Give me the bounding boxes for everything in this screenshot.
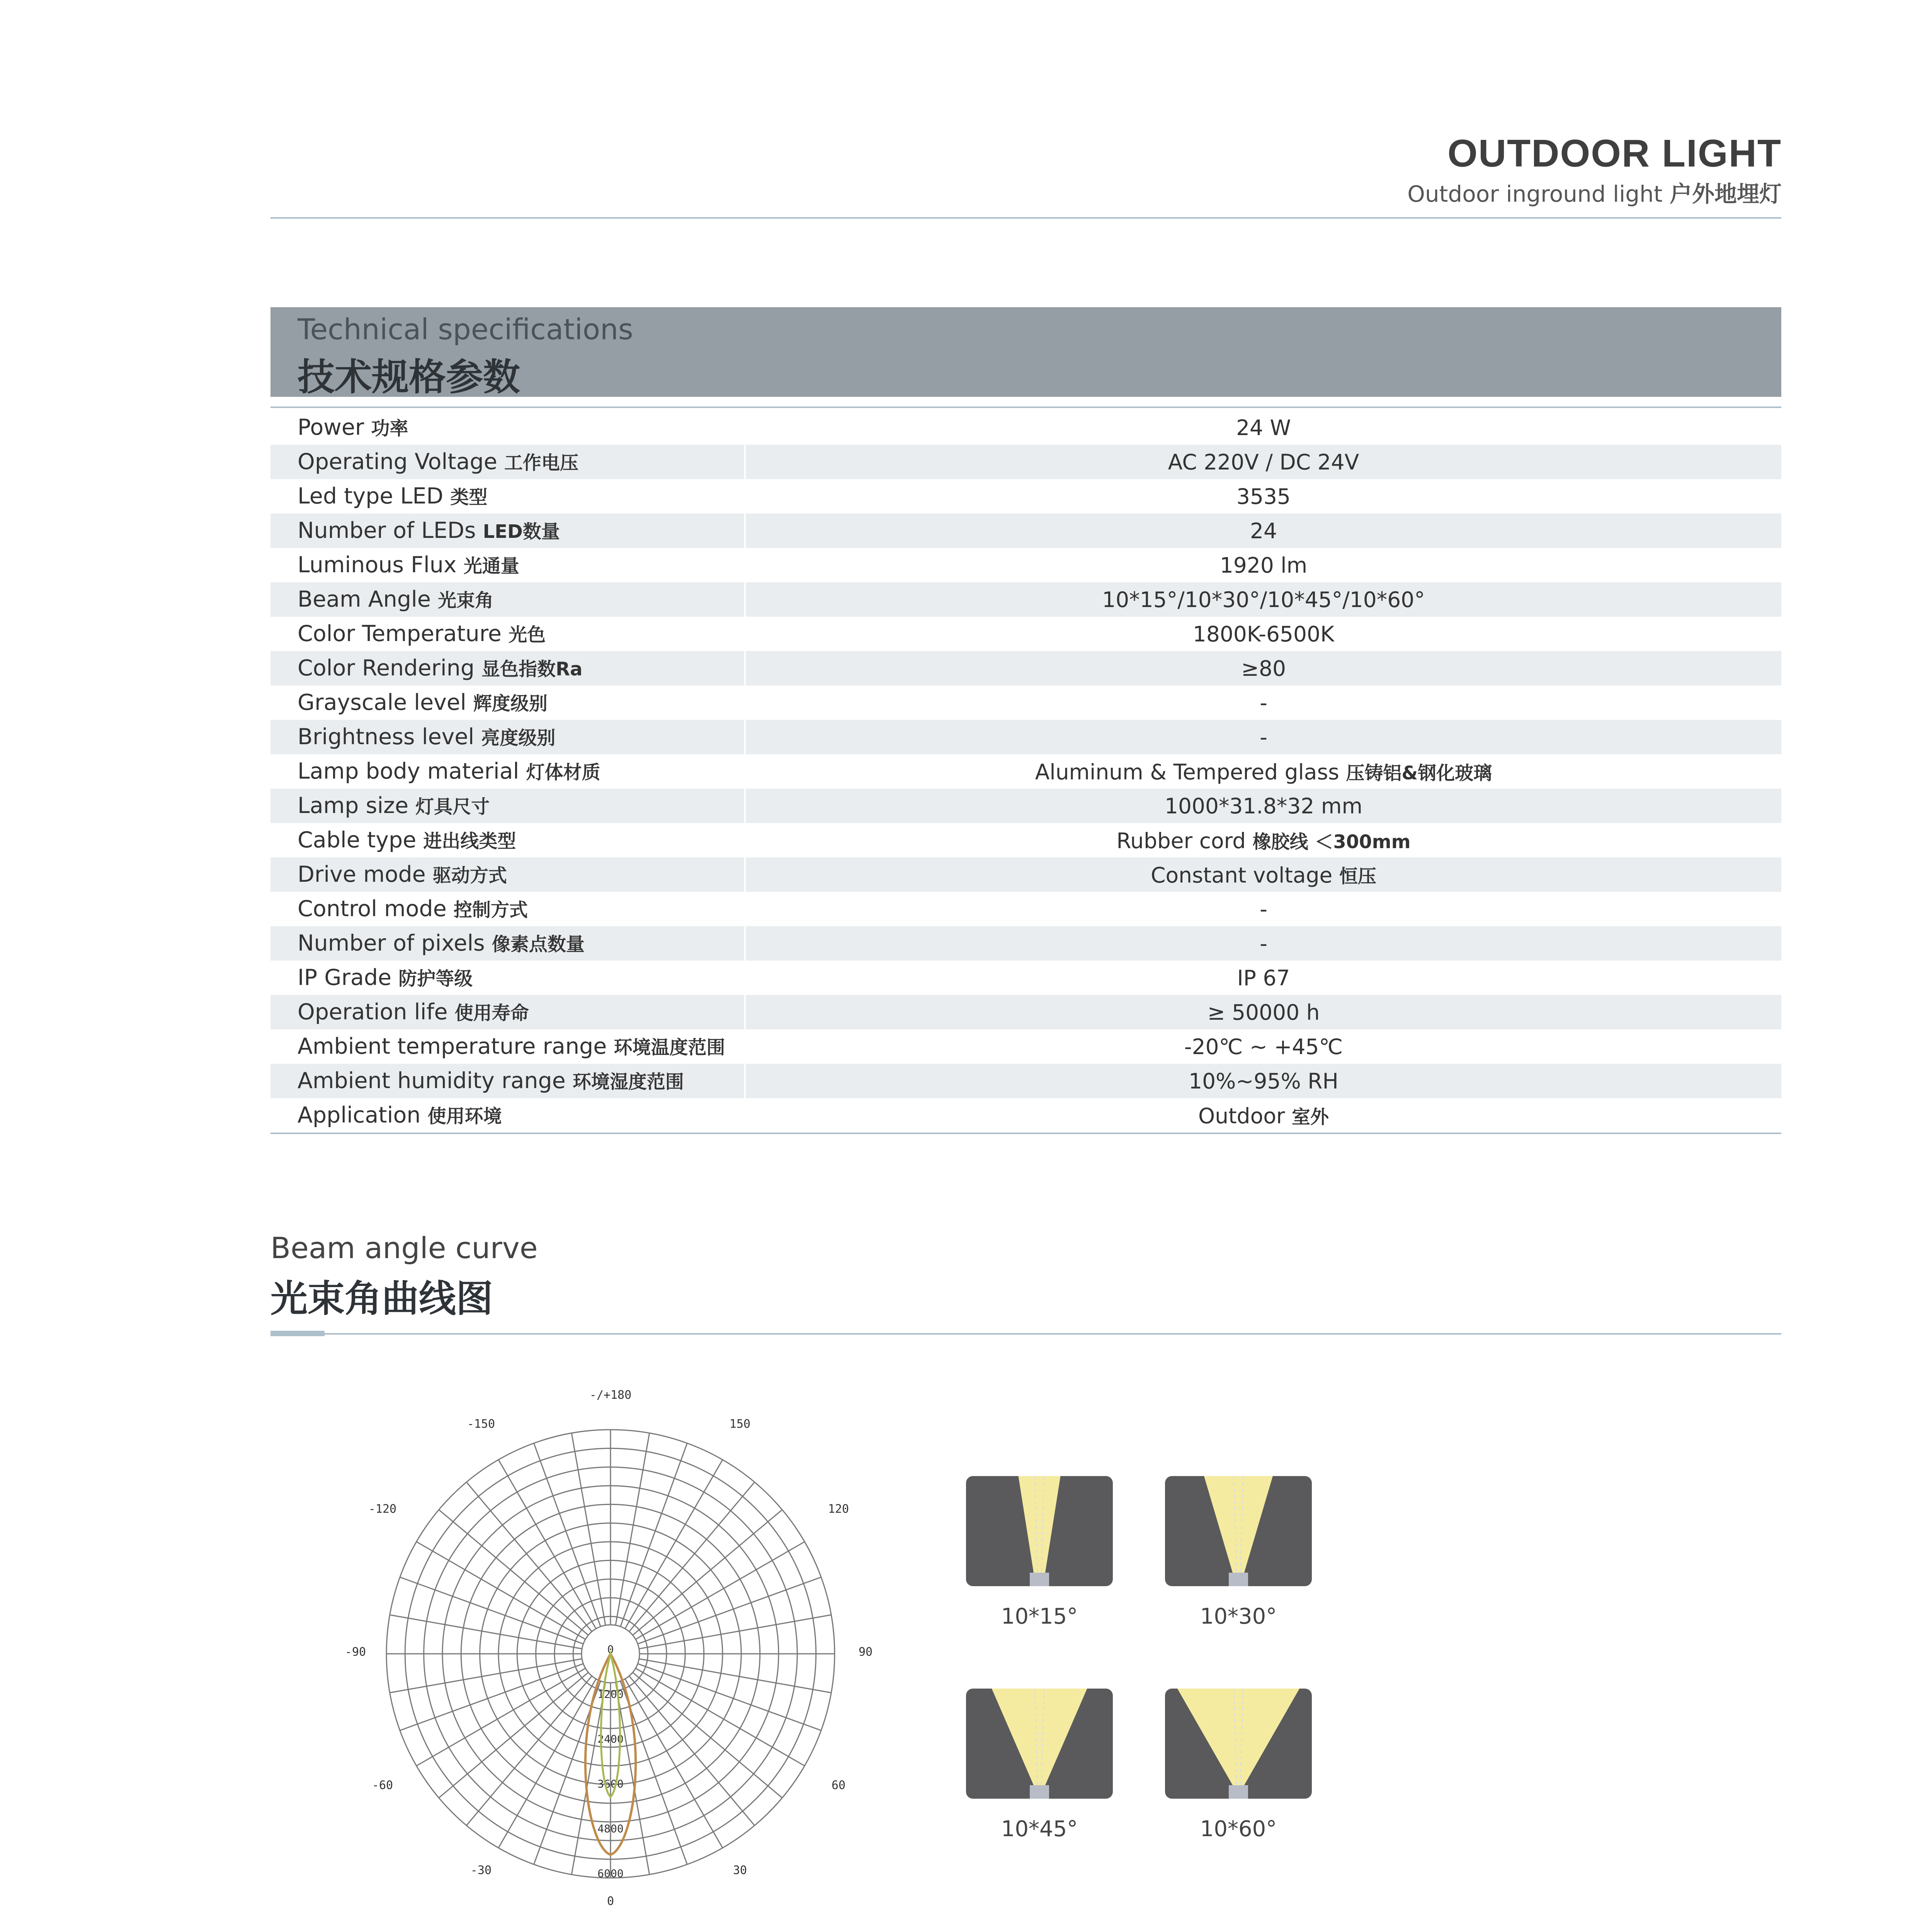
spec-key xyxy=(270,1098,746,1133)
spec-key-en: Color Temperature xyxy=(298,621,502,646)
polar-spoke xyxy=(390,1615,592,1650)
polar-spoke xyxy=(439,1510,596,1642)
spec-value-en: Rubber cord xyxy=(1116,828,1246,853)
spec-key xyxy=(270,823,746,857)
spec-row xyxy=(270,720,1781,754)
beam-light-icon xyxy=(966,1689,1113,1799)
spec-value xyxy=(746,966,1781,990)
spec-key-en: Lamp body material xyxy=(298,759,519,784)
spec-value xyxy=(746,553,1781,578)
spec-value xyxy=(746,656,1781,681)
polar-angle-label: 90 xyxy=(858,1645,873,1659)
spec-key-cn: LED数量 xyxy=(483,521,560,543)
beam-thumbnail-label: 10*15° xyxy=(1001,1604,1078,1629)
spec-key xyxy=(270,410,746,445)
spec-key-cn: 光通量 xyxy=(463,555,519,577)
spec-key xyxy=(270,1064,746,1098)
polar-angle-label: 150 xyxy=(729,1417,751,1431)
spec-key-en: IP Grade xyxy=(298,965,392,990)
spec-key-en: Drive mode xyxy=(298,862,426,887)
spec-key-en: Number of LEDs xyxy=(298,518,476,543)
spec-table-bottom-rule xyxy=(270,1133,1781,1134)
polar-angle-label: 60 xyxy=(831,1779,846,1792)
spec-value-cn: 室外 xyxy=(1292,1106,1329,1128)
beam-thumbnail xyxy=(966,1689,1113,1842)
spec-value xyxy=(746,1069,1781,1094)
polar-angle-label: -90 xyxy=(345,1645,366,1659)
spec-row xyxy=(270,823,1781,857)
spec-value xyxy=(746,758,1781,785)
spec-value xyxy=(746,827,1781,854)
spec-value xyxy=(746,415,1781,440)
polar-spoke xyxy=(614,1433,649,1636)
polar-spoke xyxy=(571,1433,607,1636)
spec-row xyxy=(270,548,1781,582)
spec-value xyxy=(746,519,1781,543)
polar-spoke xyxy=(629,1657,832,1692)
polar-radial-label: 2400 xyxy=(597,1733,624,1745)
spec-key xyxy=(270,857,746,892)
spec-row xyxy=(270,892,1781,926)
spec-key-cn: 光色 xyxy=(509,624,546,646)
beam-light-icon xyxy=(966,1476,1113,1586)
polar-angle-label: 0 xyxy=(607,1895,614,1908)
spec-row xyxy=(270,514,1781,548)
page-title: OUTDOOR LIGHT xyxy=(1447,132,1782,175)
spec-value-en: 1000*31.8*32 mm xyxy=(1164,793,1363,818)
spec-value-cn: 橡胶线 ＜300mm xyxy=(1252,831,1411,853)
spec-row xyxy=(270,926,1781,961)
spec-key xyxy=(270,514,746,548)
beam-light-icon xyxy=(1165,1476,1312,1586)
beam-thumbnail-label: 10*30° xyxy=(1200,1604,1277,1629)
spec-value-cn: 压铸铝&钢化玻璃 xyxy=(1346,762,1492,784)
spec-value xyxy=(746,484,1781,509)
beam-divider xyxy=(270,1333,1781,1335)
spec-value xyxy=(746,450,1781,474)
spec-key-cn: 亮度级别 xyxy=(481,727,556,749)
spec-key-en: Ambient temperature range xyxy=(298,1034,607,1059)
spec-row xyxy=(270,1098,1781,1133)
header-divider xyxy=(270,217,1781,219)
spec-row xyxy=(270,789,1781,823)
beam-thumbnail xyxy=(1165,1689,1312,1842)
beam-thumbnail-label: 10*60° xyxy=(1200,1816,1277,1842)
beam-light-icon xyxy=(1165,1689,1312,1799)
spec-key xyxy=(270,617,746,651)
spec-key xyxy=(270,685,746,720)
polar-spoke xyxy=(629,1615,832,1650)
spec-value-en: 10%~95% RH xyxy=(1189,1068,1338,1094)
spec-key xyxy=(270,961,746,995)
subtitle-cn: 户外地埋灯 xyxy=(1669,181,1782,207)
polar-angle-label: -150 xyxy=(467,1417,495,1431)
spec-key xyxy=(270,892,746,926)
spec-row xyxy=(270,479,1781,514)
spec-value xyxy=(746,725,1781,750)
spec-row xyxy=(270,582,1781,617)
spec-key-en: Application xyxy=(298,1102,421,1128)
spec-value-en: 1920 lm xyxy=(1219,553,1308,578)
spec-row xyxy=(270,617,1781,651)
spec-value xyxy=(746,897,1781,922)
spec-value-en: 10*15°/10*30°/10*45°/10*60° xyxy=(1102,587,1425,612)
beam-thumbnail xyxy=(966,1476,1113,1629)
spec-key-cn: 像素点数量 xyxy=(492,934,585,955)
spec-key xyxy=(270,926,746,961)
polar-radial-label: 3600 xyxy=(597,1777,624,1790)
spec-key-cn: 环境温度范围 xyxy=(614,1037,725,1058)
spec-key-cn: 光束角 xyxy=(438,590,494,611)
spec-key-en: Color Rendering xyxy=(298,655,475,681)
spec-title-en: Technical specifications xyxy=(298,313,633,346)
spec-row xyxy=(270,445,1781,479)
beam-thumbnail-label: 10*45° xyxy=(1001,1816,1078,1842)
spec-key xyxy=(270,479,746,514)
spec-key-cn: 防护等级 xyxy=(398,968,473,990)
spec-key-en: Operating Voltage xyxy=(298,449,497,474)
spec-key-cn: 环境湿度范围 xyxy=(572,1071,684,1093)
spec-value xyxy=(746,861,1781,888)
spec-key-cn: 使用环境 xyxy=(427,1105,502,1127)
beam-divider-accent xyxy=(270,1331,325,1336)
spec-key-en: Grayscale level xyxy=(298,690,466,715)
polar-spoke xyxy=(622,1668,755,1825)
beam-title-cn: 光束角曲线图 xyxy=(270,1277,493,1320)
spec-key xyxy=(270,789,746,823)
spec-value xyxy=(746,1000,1781,1025)
polar-angle-label: -/+180 xyxy=(589,1388,632,1402)
spec-value-en: - xyxy=(1260,931,1267,956)
spec-value xyxy=(746,587,1781,612)
spec-value xyxy=(746,690,1781,715)
polar-angle-label: 120 xyxy=(828,1502,849,1516)
spec-value-en: AC 220V / DC 24V xyxy=(1168,449,1359,474)
spec-key xyxy=(270,582,746,617)
spec-row xyxy=(270,1064,1781,1098)
spec-value-en: 24 xyxy=(1250,518,1277,543)
page-subtitle xyxy=(1407,176,1782,208)
spec-key xyxy=(270,1029,746,1064)
spec-key-en: Operation life xyxy=(298,999,448,1025)
spec-row xyxy=(270,1029,1781,1064)
polar-beam-chart xyxy=(340,1387,889,1924)
spec-key-en: Number of pixels xyxy=(298,930,485,956)
spec-value-en: ≥80 xyxy=(1241,656,1286,681)
polar-spoke xyxy=(466,1482,599,1639)
spec-title-cn: 技术规格参数 xyxy=(298,355,520,399)
spec-key-cn: 使用寿命 xyxy=(454,1002,529,1024)
polar-radial-label: 1200 xyxy=(597,1688,624,1701)
spec-key xyxy=(270,995,746,1029)
spec-key-en: Luminous Flux xyxy=(298,552,457,578)
spec-value-en: -20℃ ~ +45℃ xyxy=(1184,1034,1343,1059)
polar-angle-label: 30 xyxy=(733,1864,747,1877)
polar-spoke xyxy=(625,1666,782,1798)
polar-spoke xyxy=(622,1482,755,1639)
spec-row xyxy=(270,857,1781,892)
polar-angle-label: -120 xyxy=(368,1502,397,1516)
spec-value-en: - xyxy=(1260,724,1267,750)
polar-spoke xyxy=(439,1666,596,1798)
spec-key-en: Power xyxy=(298,415,364,440)
spec-key-cn: 控制方式 xyxy=(453,899,528,921)
spec-row xyxy=(270,754,1781,789)
spec-key xyxy=(270,445,746,479)
spec-row xyxy=(270,651,1781,685)
polar-angle-label: -30 xyxy=(470,1864,492,1877)
polar-spoke xyxy=(390,1657,592,1692)
polar-radial-label: 0 xyxy=(607,1643,614,1656)
spec-key-en: Lamp size xyxy=(298,793,409,818)
polar-spoke xyxy=(625,1510,782,1642)
spec-value-en: 24 W xyxy=(1236,415,1291,440)
spec-value-cn: 恒压 xyxy=(1339,866,1376,887)
spec-value-en: Outdoor xyxy=(1198,1104,1285,1128)
spec-key xyxy=(270,754,746,789)
polar-radial-label: 4800 xyxy=(597,1822,624,1835)
spec-row xyxy=(270,685,1781,720)
spec-key-cn: 驱动方式 xyxy=(432,865,507,886)
spec-key-cn: 进出线类型 xyxy=(423,830,516,852)
spec-value-en: Constant voltage xyxy=(1151,863,1333,888)
spec-key-cn: 工作电压 xyxy=(504,452,579,474)
spec-key-en: Ambient humidity range xyxy=(298,1068,566,1094)
spec-value-en: 1800K-6500K xyxy=(1192,621,1335,646)
spec-key-en: Led type LED xyxy=(298,483,444,509)
spec-key xyxy=(270,548,746,582)
subtitle-en: Outdoor inground light xyxy=(1407,181,1663,207)
spec-key xyxy=(270,651,746,685)
polar-angle-label: -60 xyxy=(372,1779,393,1792)
spec-row xyxy=(270,410,1781,445)
spec-key-cn: 灯体材质 xyxy=(526,762,600,783)
polar-radial-label: 6000 xyxy=(597,1867,624,1880)
spec-key-cn: 辉度级别 xyxy=(473,693,548,714)
spec-row xyxy=(270,961,1781,995)
spec-key-cn: 功率 xyxy=(371,418,408,439)
spec-key-en: Cable type xyxy=(298,827,417,853)
spec-row xyxy=(270,995,1781,1029)
spec-value-en: Aluminum & Tempered glass xyxy=(1035,760,1339,784)
spec-key-cn: 显色指数Ra xyxy=(481,658,583,680)
spec-value-en: ≥ 50000 h xyxy=(1207,1000,1320,1025)
spec-key-en: Brightness level xyxy=(298,724,474,750)
spec-value-en: IP 67 xyxy=(1237,965,1290,990)
spec-table xyxy=(270,410,1781,1133)
spec-key-cn: 类型 xyxy=(450,486,488,508)
beam-thumbnail xyxy=(1165,1476,1312,1629)
spec-key-cn: 灯具尺寸 xyxy=(415,796,490,818)
spec-value xyxy=(746,794,1781,818)
spec-key xyxy=(270,720,746,754)
spec-value xyxy=(746,622,1781,646)
spec-key-en: Control mode xyxy=(298,896,447,922)
beam-title-en: Beam angle curve xyxy=(270,1231,538,1265)
spec-value xyxy=(746,1034,1781,1059)
spec-divider xyxy=(270,406,1781,408)
spec-key-en: Beam Angle xyxy=(298,587,431,612)
spec-value xyxy=(746,1102,1781,1129)
polar-spoke xyxy=(466,1668,599,1825)
spec-value-en: - xyxy=(1260,896,1267,922)
spec-value-en: 3535 xyxy=(1236,484,1291,509)
spec-value-en: - xyxy=(1260,690,1267,715)
spec-value xyxy=(746,931,1781,956)
